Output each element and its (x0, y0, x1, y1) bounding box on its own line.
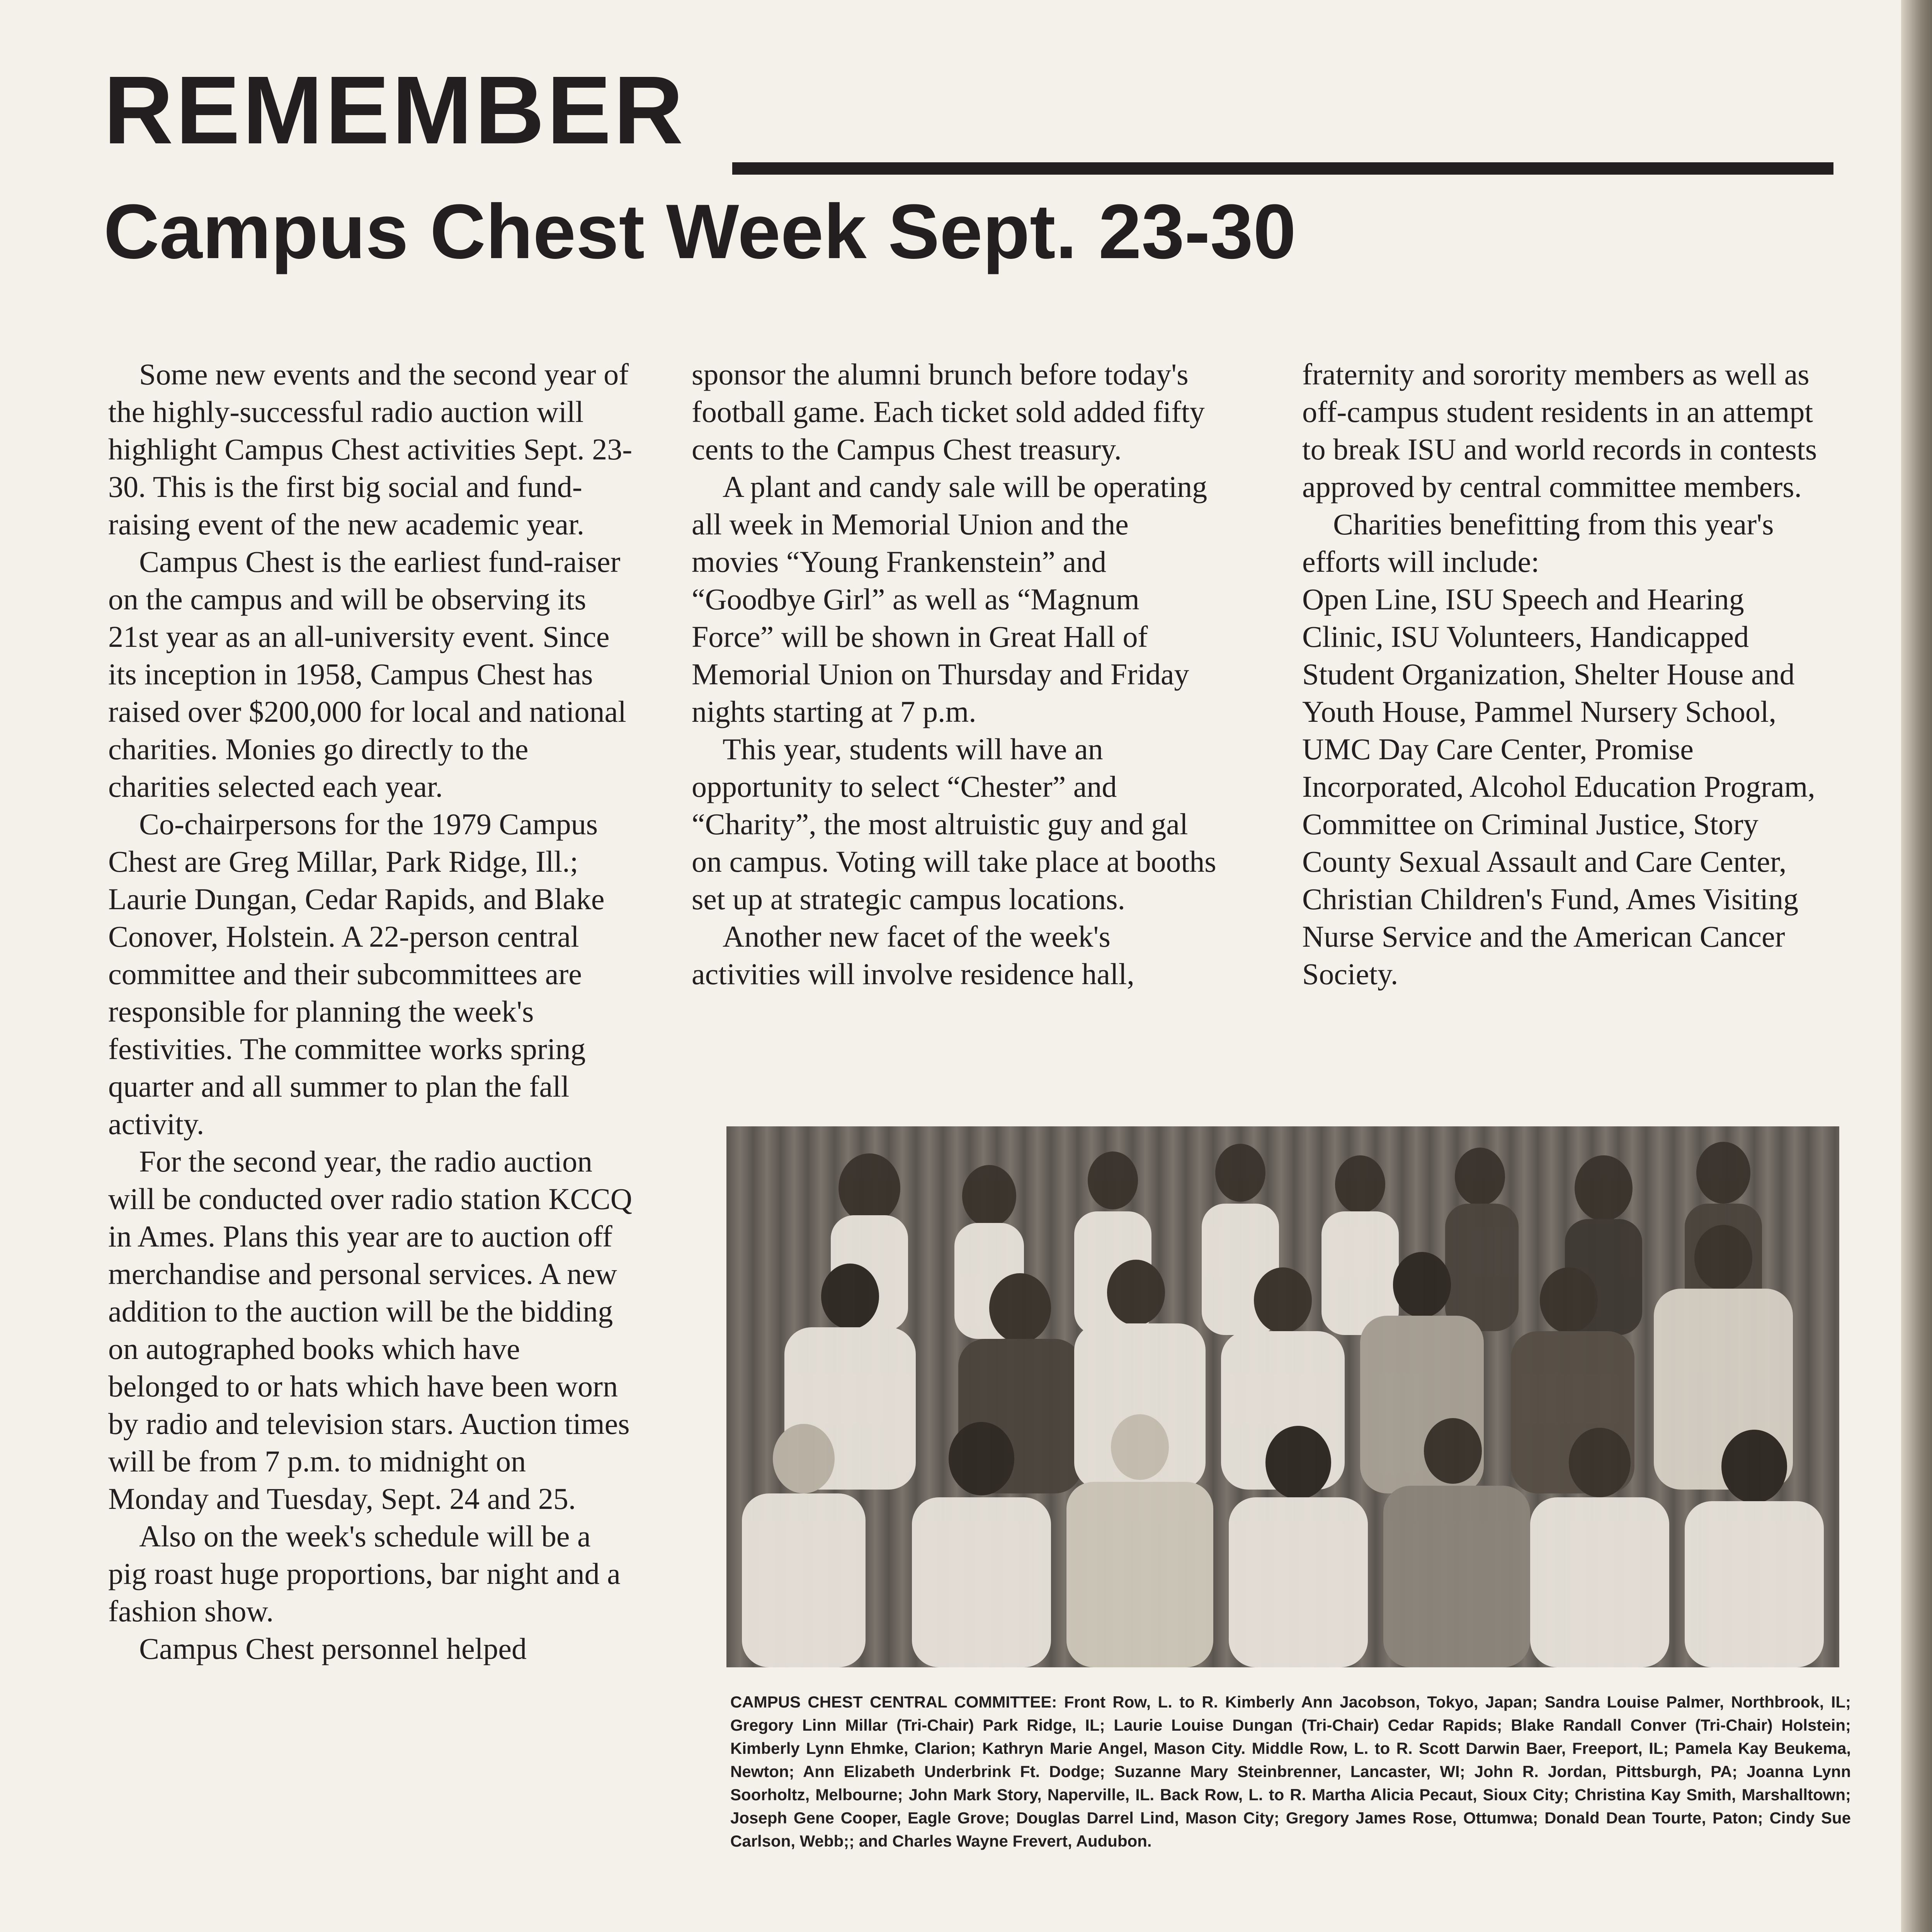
article-column-3 (1302, 355, 1828, 993)
article-column-2 (692, 355, 1217, 993)
paragraph: For the second year, the radio auction will be conducted over radio station KCCQ in Ames. Plans this year are to auction off merchandise and personal services. A new addition to the auction will be the bidding on autographed books which have belonged to or hats which have been worn by radio and television stars. Auction times will be from 7 p.m. to midnight on Monday and Tuesday, Sept. 24 and 25. (108, 1145, 633, 1515)
paragraph: This year, students will have an opportunity to select “Chester” and “Charity”, the most altruistic guy and gal on campus. Voting will take place at booths set up at strategic campus locations. (692, 732, 1216, 916)
paragraph: Another new facet of the week's activities will involve residence hall, (692, 920, 1134, 991)
paragraph: A plant and candy sale will be operating all week in Memorial Union and the movies “Young Frankenstein” and “Goodbye Girl” as well as “Magnum Force” will be shown in Great Hall of Memorial Union on Thursday and Friday nights starting at 7 p.m. (692, 470, 1208, 728)
paragraph: Also on the week's schedule will be a pig roast huge proportions, bar night and a fashion show. (108, 1519, 621, 1628)
photo-caption: CAMPUS CHEST CENTRAL COMMITTEE: Front Row, L. to R. Kimberly Ann Jacobson, Tokyo, Japan; Sandra Louise Palmer, Northbrook, IL; Gregory Linn Millar (Tri-Chair) Park Ridge, IL; Laurie Louise Dungan (Tri-Chair) Cedar Rapids; Blake Randall Conver (Tri-Chair) Holstein; Kimberly Lynn Ehmke, Clarion; Kathryn Marie Angel, Mason City. Middle Row, L. to R. Scott Darwin Baer, Freeport, IL; Pamela Kay Beukema, Newton; Ann Elizabeth Underbrink Ft. Dodge; Suzanne Mary Steinbrenner, Lancaster, WI; John R. Jordan, Pittsburgh, PA; Joanna Lynn Soorholtz, Melbourne; John Mark Story, Naperville, IL. Back Row, L. to R. Martha Alicia Pecaut, Sioux City; Christina Kay Smith, Marshalltown; Joseph Gene Cooper, Eagle Grove; Douglas Darrel Lind, Mason City; Gregory James Rose, Ottumwa; Donald Dean Tourte, Paton; Cindy Sue Carlson, Webb;; and Charles Wayne Frevert, Audubon. (730, 1693, 1851, 1850)
paragraph: Co-chairpersons for the 1979 Campus Chest are Greg Millar, Park Ridge, Ill.; Laurie Dungan, Cedar Rapids, and Blake Conover, Holstein. A 22-person central committee and their subcommittees are responsible for planning the week's festivities. The committee works spring quarter and all summer to plan the fall activity. (108, 807, 605, 1141)
book-spine-shadow (1901, 0, 1932, 1932)
paragraph: Charities benefitting from this year's efforts will include: (1302, 507, 1774, 578)
kicker-rule (732, 162, 1833, 175)
article-column-1 (108, 355, 634, 1667)
page-kicker: REMEMBER (104, 56, 686, 164)
paragraph-continuation: sponsor the alumni brunch before today's football game. Each ticket sold added fifty cents to the Campus Chest treasury. (692, 357, 1205, 466)
page-title: Campus Chest Week Sept. 23-30 (104, 189, 1296, 275)
group-photo-illustration (726, 1126, 1839, 1667)
paragraph: Some new events and the second year of the highly-successful radio auction will highlight Campus Chest activities Sept. 23-30. This is the first big social and fund-raising event of the new academic year. (108, 357, 633, 541)
committee-group-photo (726, 1126, 1839, 1667)
paragraph: Campus Chest personnel helped (139, 1632, 527, 1665)
paragraph: Campus Chest is the earliest fund-raiser on the campus and will be observing its 21st year as an all-university event. Since its inception in 1958, Campus Chest has raised over $200,000 for local and national charities. Monies go directly to the charities selected each year. (108, 545, 626, 803)
charity-list: Open Line, ISU Speech and Hearing Clinic, ISU Volunteers, Handicapped Student Organization, Shelter House and Youth House, Pammel Nursery School, UMC Day Care Center, Promise Incorporated, Alcohol Education Program, Committee on Criminal Justice, Story County Sexual Assault and Care Center, Christian Children's Fund, Ames Visiting Nurse Service and the American Cancer Society. (1302, 582, 1815, 991)
paragraph-continuation: fraternity and sorority members as well as off-campus student residents in an attempt to break ISU and world records in contests approved by central committee members. (1302, 357, 1817, 503)
